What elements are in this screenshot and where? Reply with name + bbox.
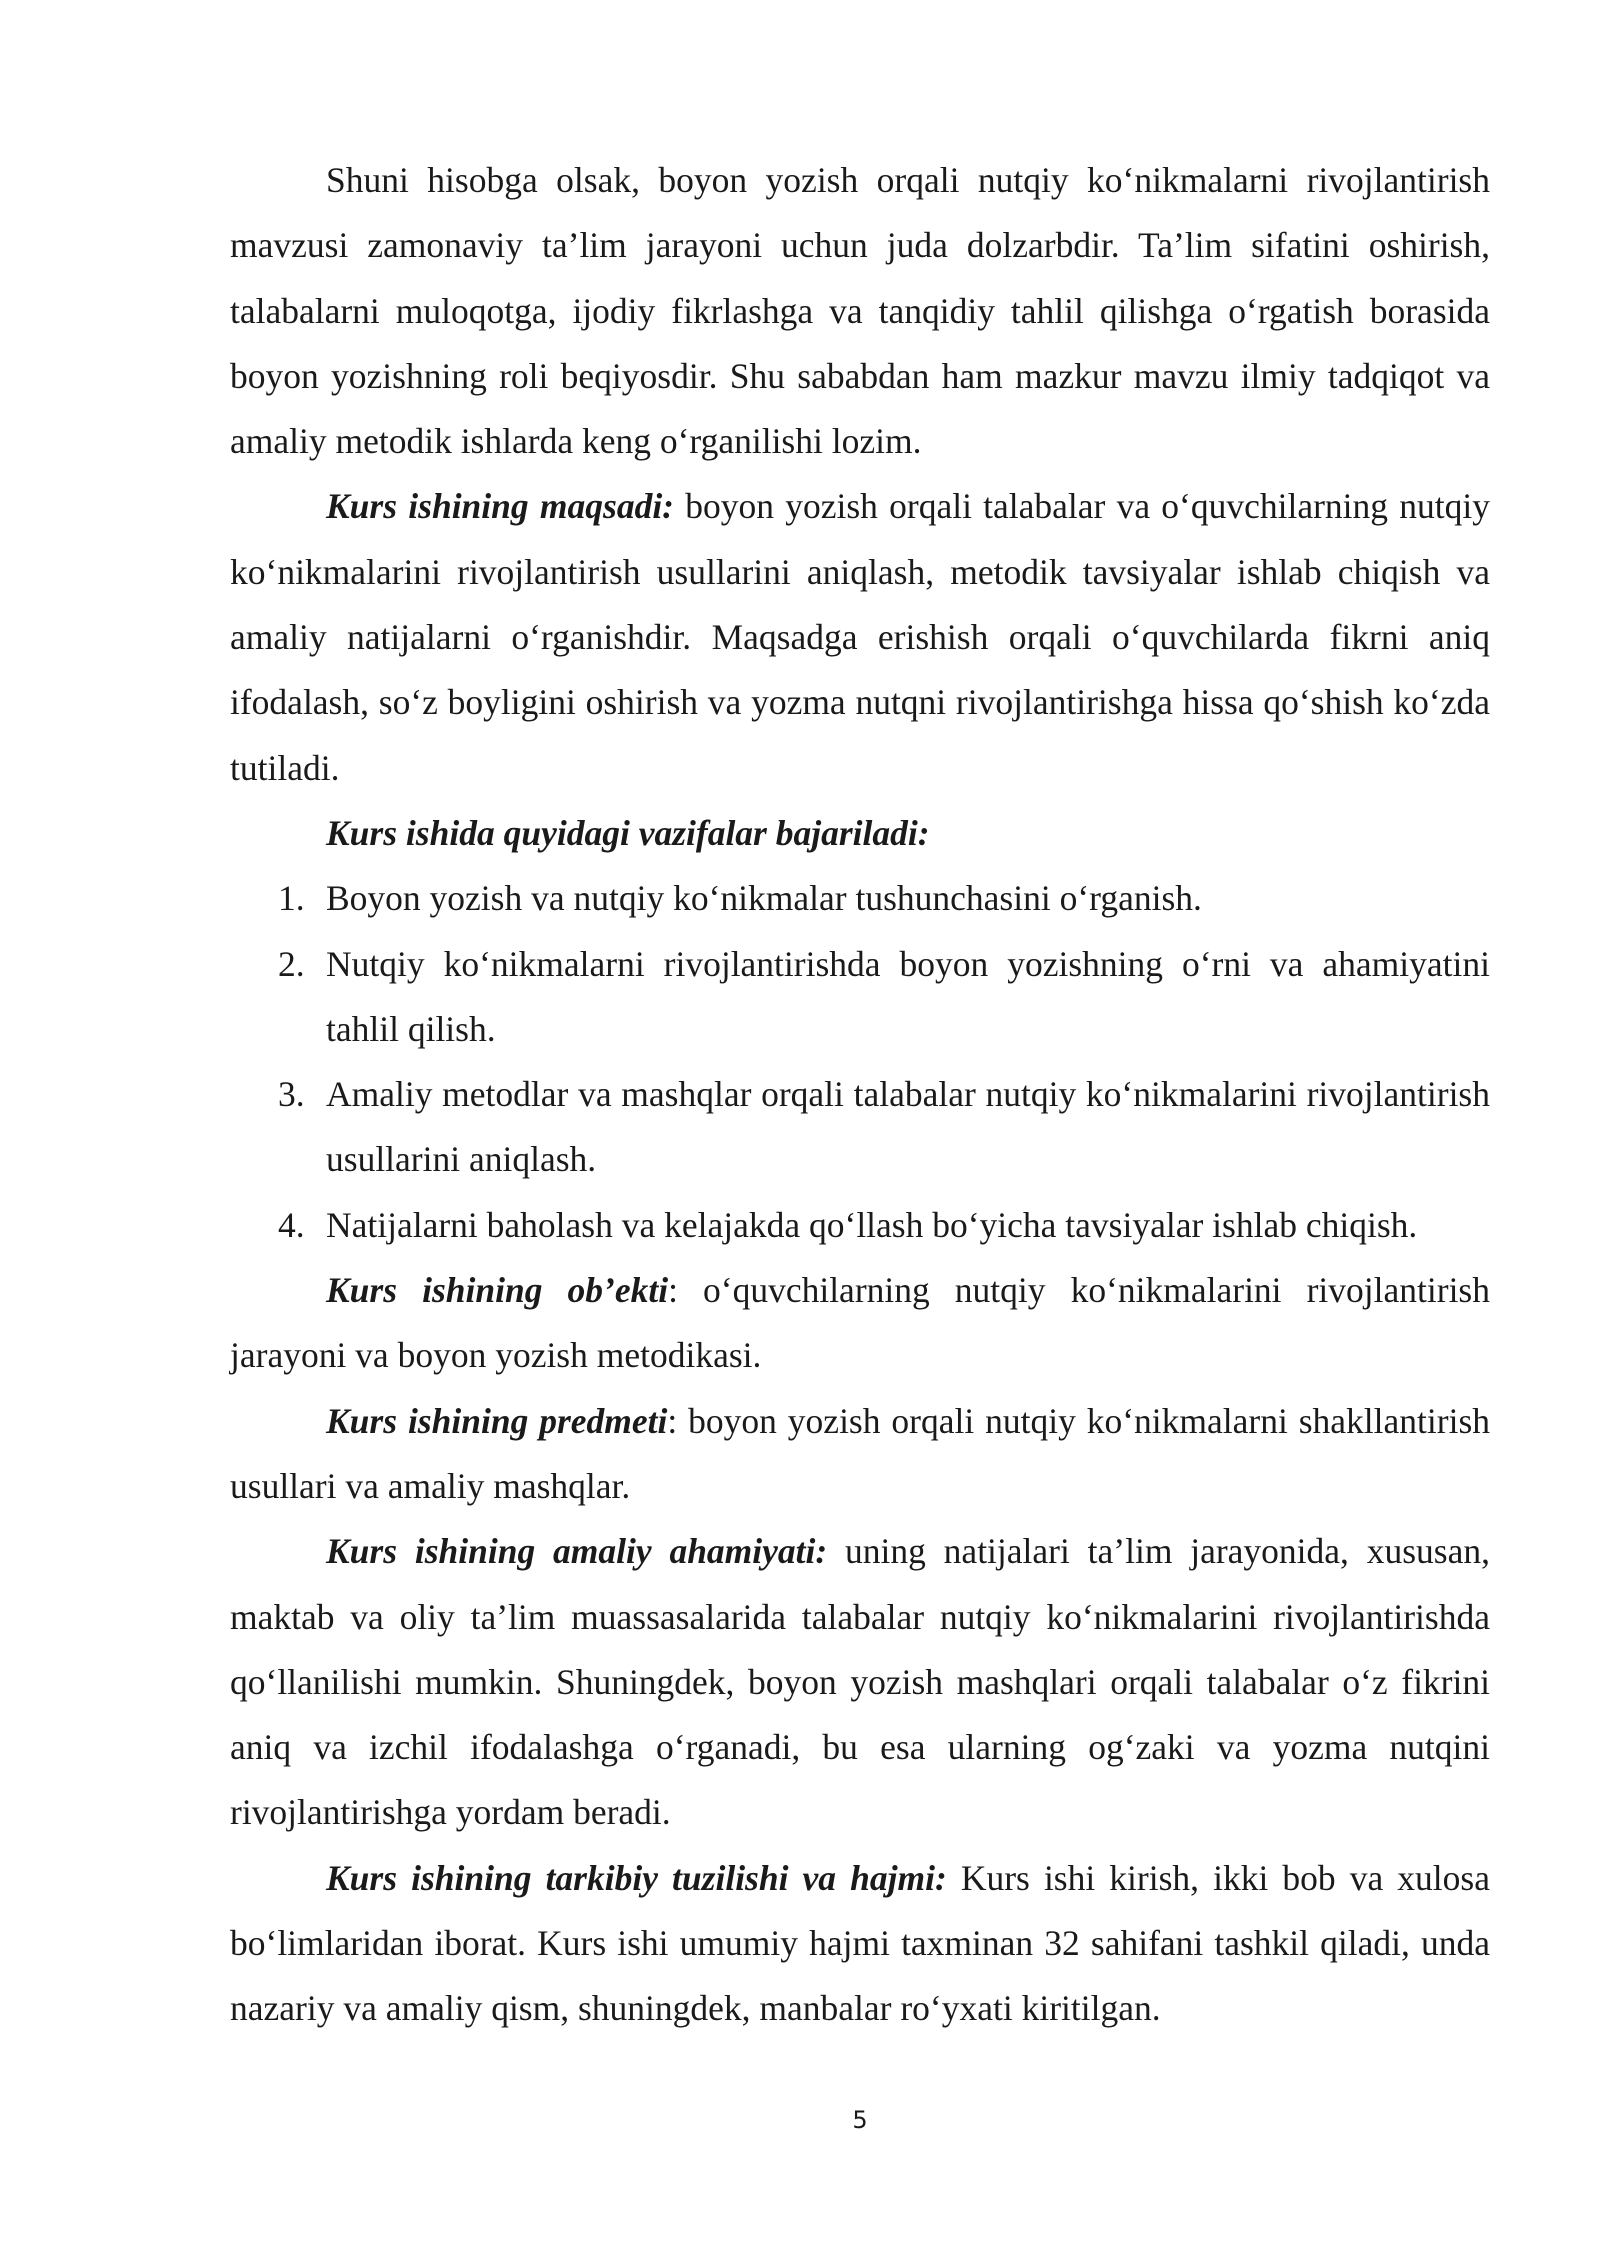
list-item — [230, 932, 1490, 1063]
goal-paragraph — [230, 474, 1490, 800]
significance-lead: Kurs ishining amaliy ahamiyati: — [326, 1531, 828, 1572]
list-item-number: 2. — [278, 943, 305, 984]
object-paragraph — [230, 1258, 1490, 1389]
list-item-text: Nutqiy ko‘nikmalarni rivojlantirishda boyon yozishning o‘rni va ahamiyatini tahlil qilish. — [326, 943, 1490, 1049]
object-lead: Kurs ishining ob’ekti — [326, 1270, 669, 1311]
document-page — [230, 148, 1490, 2042]
list-item-text: Natijalarni baholash va kelajakda qo‘llash bo‘yicha tavsiyalar ishlab chiqish. — [326, 1204, 1418, 1245]
list-item — [230, 866, 1490, 931]
goal-lead: Kurs ishining maqsadi: — [326, 486, 675, 527]
tasks-list — [230, 866, 1490, 1258]
list-item — [230, 1193, 1490, 1258]
list-item — [230, 1062, 1490, 1193]
object-text: : o‘quvchilarning nutqiy ko‘nikmalarini rivojlantirish jarayoni va boyon yozish metodikasi. — [230, 1270, 1490, 1376]
list-item-number: 1. — [278, 878, 305, 919]
tasks-heading: Kurs ishida quyidagi vazifalar bajariladi: — [326, 812, 930, 853]
subject-text: : boyon yozish orqali nutqiy ko‘nikmalarni shakllantirish usullari va amaliy mashqlar. — [230, 1400, 1491, 1506]
list-item-number: 3. — [278, 1074, 305, 1115]
subject-lead: Kurs ishining predmeti — [326, 1400, 668, 1441]
goal-text: boyon yozish orqali talabalar va o‘quvchilarning nutqiy ko‘nikmalarini rivojlantirish usullarini aniqlash, metodik tavsiyalar ishlab chiqish va amaliy natijalarni o‘rganishdir. Maqsadga erishish orqali o‘quvchilarda fikrni aniq ifodalash, so‘z boyligini oshirish va yozma nutqni rivojlantirishga hissa qo‘shish ko‘zda tutiladi. — [230, 486, 1491, 788]
structure-lead: Kurs ishining tarkibiy tuzilishi va hajmi: — [326, 1857, 947, 1898]
page-number: 5 — [852, 2106, 868, 2134]
structure-text: Kurs ishi kirish, ikki bob va xulosa bo‘limlaridan iborat. Kurs ishi umumiy hajmi taxminan 32 sahifani tashkil qiladi, unda nazariy va amaliy qism, shuningdek, manbalar ro‘yxati kiritilgan. — [230, 1857, 1490, 2029]
list-item-number: 4. — [278, 1204, 305, 1245]
list-item-text: Boyon yozish va nutqiy ko‘nikmalar tushunchasini o‘rganish. — [326, 878, 1202, 919]
intro-paragraph: Shuni hisobga olsak, boyon yozish orqali nutqiy ko‘nikmalarni rivojlantirish mavzusi zamonaviy ta’lim jarayoni uchun juda dolzarbdir. Ta’lim sifatini oshirish, talabalarni muloqotga, ijodiy fikrlashga va tanqidiy tahlil qilishga o‘rgatish borasida boyon yozishning roli beqiyosdir. Shu sababdan ham mazkur mavzu ilmiy tadqiqot va amaliy metodik ishlarda keng o‘rganilishi lozim. — [230, 160, 1490, 462]
significance-text: uning natijalari ta’lim jarayonida, xususan, maktab va oliy ta’lim muassasalarida talabalar nutqiy ko‘nikmalarini rivojlantirishda qo‘llanilishi mumkin. Shuningdek, boyon yozish mashqlari orqali talabalar o‘z fikrini aniq va izchil ifodalashga o‘rganadi, bu esa ularning og‘zaki va yozma nutqini rivojlantirishga yordam beradi. — [230, 1531, 1490, 1833]
significance-paragraph — [230, 1519, 1490, 1845]
subject-paragraph — [230, 1389, 1490, 1520]
list-item-text: Amaliy metodlar va mashqlar orqali talabalar nutqiy ko‘nikmalarini rivojlantirish usullarini aniqlash. — [326, 1074, 1490, 1180]
structure-paragraph — [230, 1846, 1490, 2042]
